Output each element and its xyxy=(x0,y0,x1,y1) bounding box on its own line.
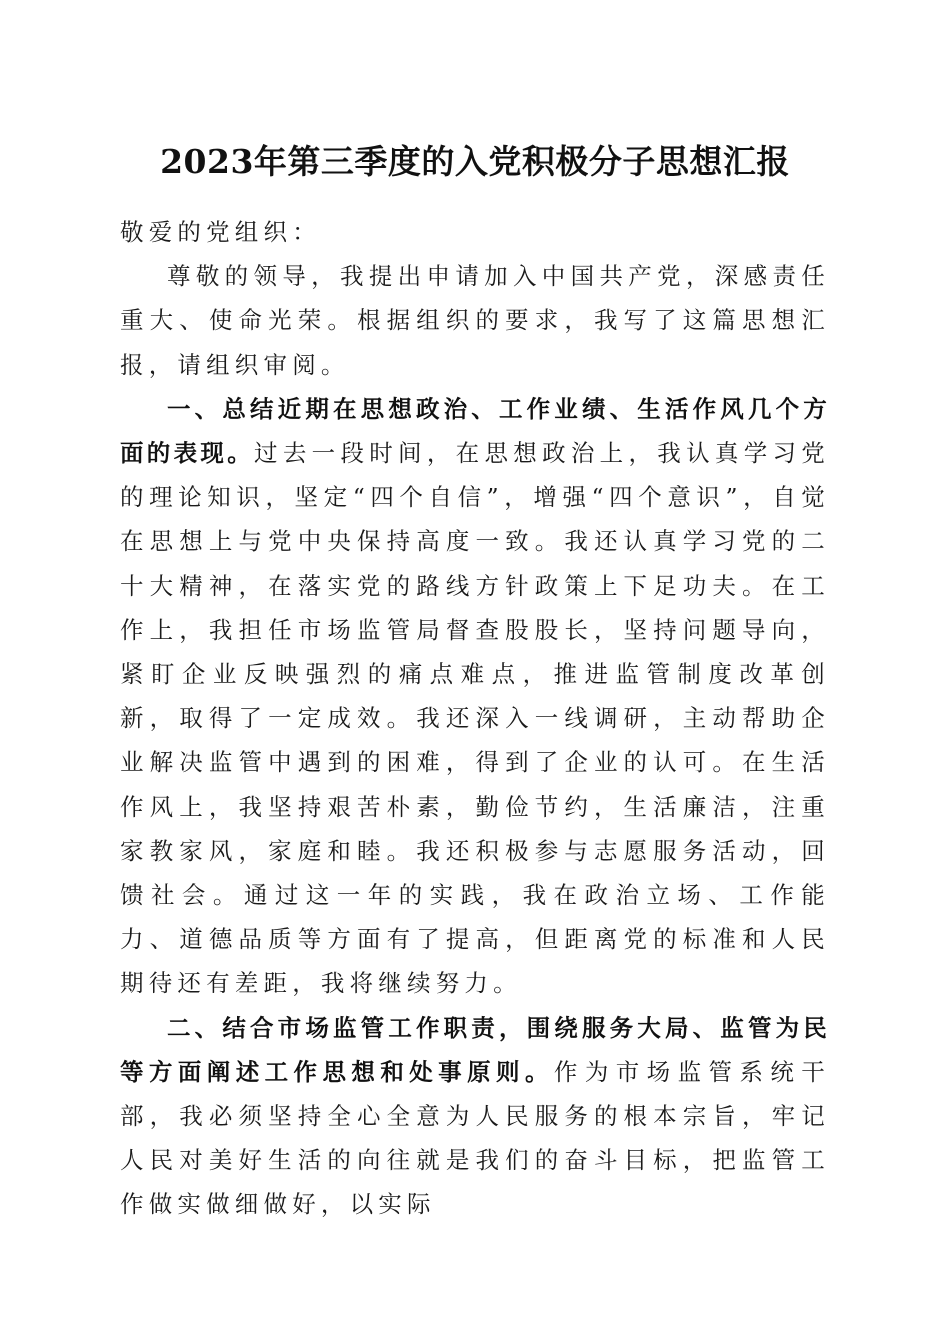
section-one-body: 过去一段时间，在思想政治上，我认真学习党的理论知识，坚定“四个自信”，增强“四个意识”，自觉在思想上与党中央保持高度一致。我还认真学习党的二十大精神，在落实党的路线方针政策上下足功夫。在工作上，我担任市场监管局督查股股长，坚持问题导向，紧盯企业反映强烈的痛点难点，推进监管制度改革创新，取得了一定成效。我还深入一线调研，主动帮助企业解决监管中遇到的困难，得到了企业的认可。在生活作风上，我坚持艰苦朴素，勤俭节约，生活廉洁，注重家教家风，家庭和睦。我还积极参与志愿服务活动，回馈社会。通过这一年的实践，我在政治立场、工作能力、道德品质等方面有了提高，但距离党的标准和人民期待还有差距，我将继续努力。 xyxy=(120,439,831,998)
section-two-paragraph xyxy=(120,1006,830,1227)
section-one-paragraph xyxy=(120,387,830,1006)
document-title: 2023年第三季度的入党积极分子思想汇报 xyxy=(160,142,790,181)
section-two-heading: 二、结合市场监管工作职责，围绕服务大局、监管为民等方面阐述工作思想和处事原则。 xyxy=(120,1013,830,1086)
document-body xyxy=(120,210,830,1227)
section-one-heading: 一、总结近期在思想政治、工作业绩、生活作风几个方面的表现。 xyxy=(120,394,830,468)
intro-paragraph: 尊敬的领导，我提出申请加入中国共产党，深感责任重大、使命光荣。根据组织的要求，我写了这篇思想汇报，请组织审阅。 xyxy=(120,262,830,379)
section-two-body: 作为市场监管系统干部，我必须坚持全心全意为人民服务的根本宗旨，牢记人民对美好生活的向往就是我们的奋斗目标，把监管工作做实做细做好，以实际 xyxy=(120,1057,830,1219)
salutation: 敬爱的党组织： xyxy=(120,218,321,246)
